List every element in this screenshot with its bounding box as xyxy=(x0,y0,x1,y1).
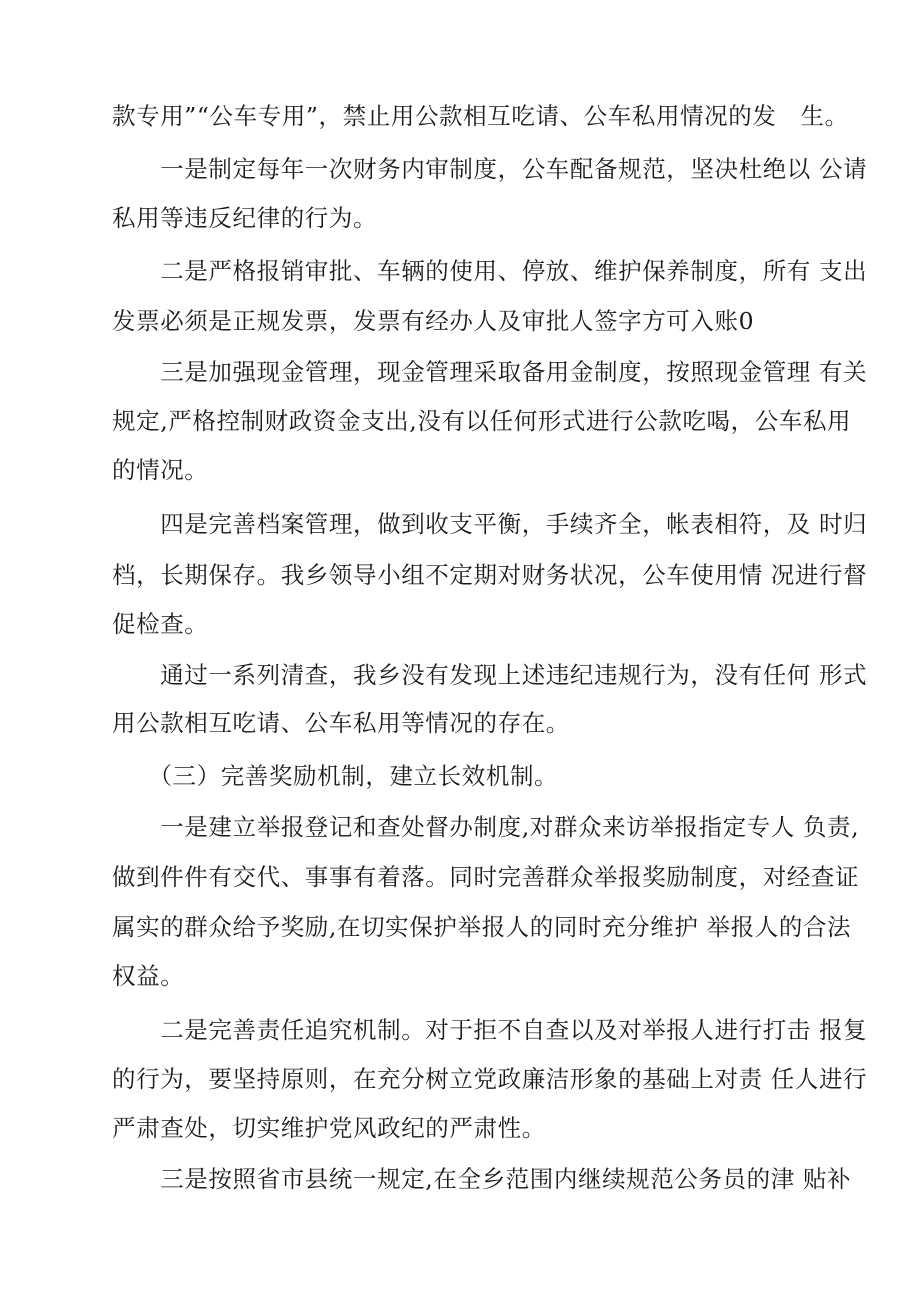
text-line: 二是完善责任追究机制。对于拒不自查以及对举报人进行打击 报复 xyxy=(112,1016,868,1044)
text-line: 款专用”“公车专用”，禁止用公款相互吃请、公车私用情况的发 生。 xyxy=(112,102,849,130)
text-line: 用公款相互吃请、公车私用等情况的存在。 xyxy=(112,709,570,737)
text-line: 三是按照省市县统一规定,在全乡范围内继续规范公务员的津 贴补 xyxy=(112,1165,852,1193)
text-line: 三是加强现金管理，现金管理采取备用金制度，按照现金管理 有关 xyxy=(112,358,868,386)
text-line: 四是完善档案管理，做到收支平衡，手续齐全，帐表相符，及 时归 xyxy=(112,510,868,538)
text-line: 私用等违反纪律的行为。 xyxy=(112,204,378,232)
text-line: 档，长期保存。我乡领导小组不定期对财务状况，公车使用情 况进行督 xyxy=(112,561,868,589)
text-line: 严肃查处，切实维护党风政纪的严肃性。 xyxy=(112,1114,546,1142)
text-line: 做到件件有交代、事事有着落。同时完善群众举报奖励制度，对经查证 xyxy=(112,863,860,891)
text-line: 权益。 xyxy=(112,962,185,990)
text-line: 发票必须是正规发票，发票有经办人及审批人签字方可入账0 xyxy=(112,307,755,335)
text-line: 的情况。 xyxy=(112,456,209,484)
text-line: 一是建立举报登记和查处督办制度,对群众来访举报指定专人 负责, xyxy=(112,813,860,841)
text-line: 规定,严格控制财政资金支出,没有以任何形式进行公款吃喝，公车私用 xyxy=(112,407,852,435)
text-line: 属实的群众给予奖励,在切实保护举报人的同时充分维护 举报人的合法 xyxy=(112,913,852,941)
section-heading: （三）完善奖励机制，建立长效机制。 xyxy=(112,762,559,790)
text-line: 通过一系列清查，我乡没有发现上述违纪违规行为，没有任何 形式 xyxy=(112,661,868,689)
text-line: 促检查。 xyxy=(112,610,209,638)
text-line: 二是严格报销审批、车辆的使用、停放、维护保养制度，所有 支出 xyxy=(112,257,868,285)
text-line: 的行为，要坚持原则，在充分树立党政廉洁形象的基础上对责 任人进行 xyxy=(112,1065,868,1093)
text-line: 一是制定每年一次财务内审制度，公车配备规范，坚决杜绝以 公请 xyxy=(112,155,868,183)
